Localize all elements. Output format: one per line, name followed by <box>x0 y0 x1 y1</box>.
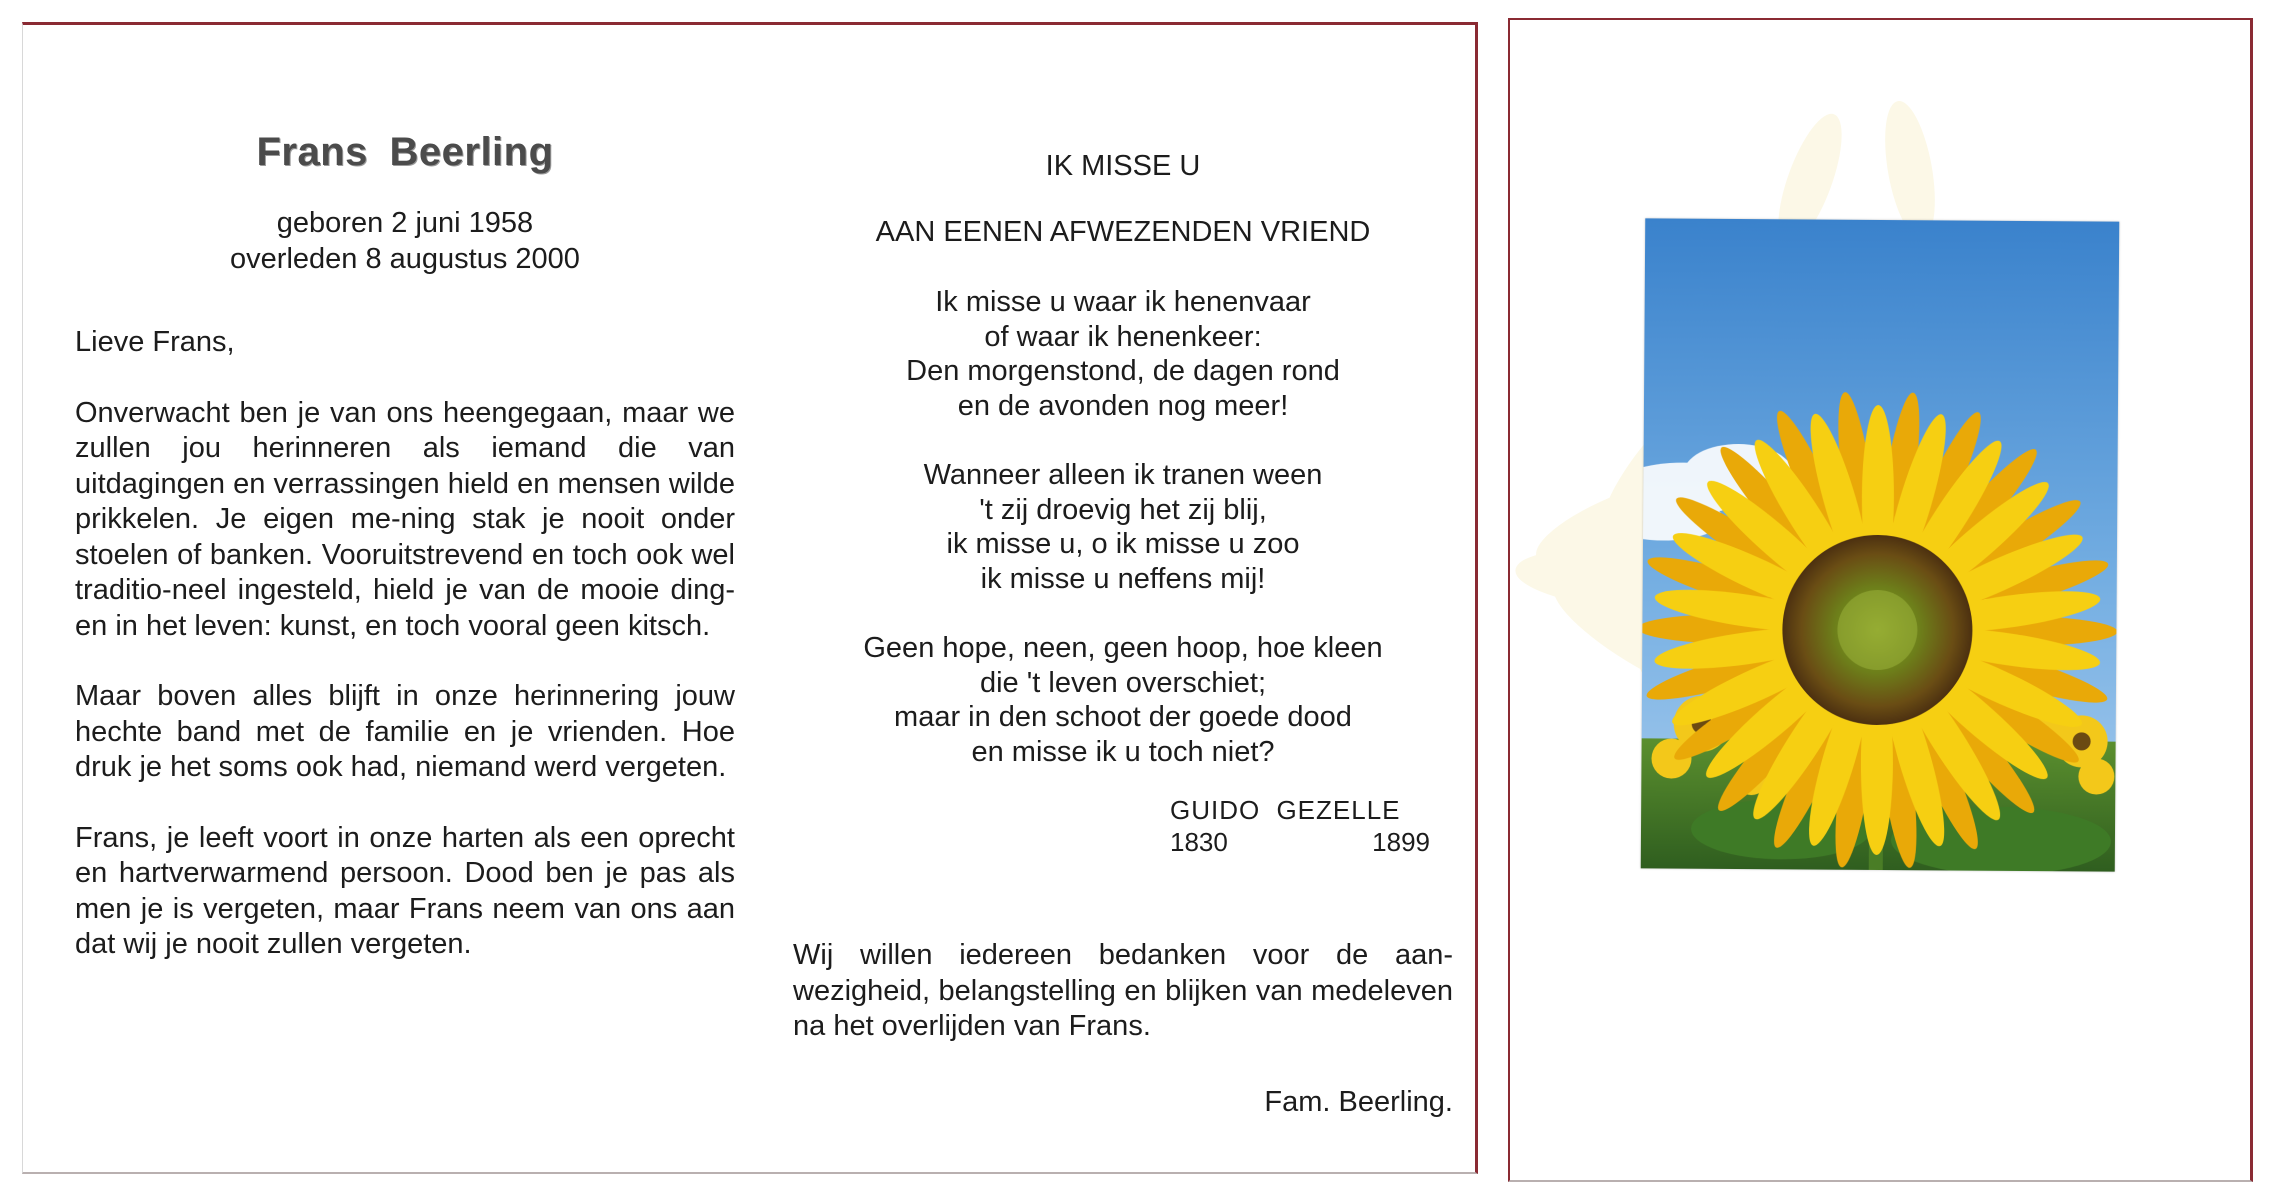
tribute-paragraph: Frans, je leeft voort in onze harten als een oprecht en hartverwarmend persoon. Dood ben je pas als men je is vergeten, maar Frans neem van ons aan dat wij je nooit zullen vergeten. <box>75 821 735 960</box>
poem-stanza <box>793 458 1453 596</box>
tribute-paragraph: Maar boven alles blijft in onze herinnering jouw hechte band met de familie en je vrienden. Hoe druk je het soms ook had, niemand werd vergeten. <box>75 680 735 783</box>
poem-line: ik misse u, o ik misse u zoo <box>946 528 1300 560</box>
poem-line: ik misse u neffens mij! <box>980 562 1266 595</box>
author-years <box>1170 826 1430 858</box>
family-signature: Fam. Beerling. <box>1264 1085 1453 1118</box>
poem-line: of waar ik henenkeer: <box>984 320 1262 353</box>
poem-author <box>1170 794 1430 858</box>
poem-title: IK MISSE U <box>1045 150 1201 182</box>
sunflower-image <box>1641 218 2120 871</box>
poem-stanza <box>793 631 1453 769</box>
birth-date: geboren 2 juni 1958 <box>276 207 534 239</box>
life-dates <box>75 205 735 277</box>
tribute-paragraph: Onverwacht ben je van ons heengegaan, maar we zullen jou herinneren als iemand die van uitdagingen en verrassingen hield en mensen wilde prikkelen. Je eigen me-ning stak je nooit onder stoelen of banken. Vooruitstrevend en toch ook wel traditio-neel ingesteld, hield je van de mooie ding-en in het leven: kunst, en toch vooral geen kitsch. <box>75 396 735 642</box>
deceased-name: Frans Beerling <box>256 130 554 174</box>
sunflower-photo <box>1641 218 2120 871</box>
salutation: Lieve Frans, <box>75 326 235 358</box>
poem-line: Den morgenstond, de dagen rond <box>906 355 1340 387</box>
memorial-card-inner <box>22 22 1478 1174</box>
author-birth-year: 1830 <box>1170 827 1228 857</box>
poem-line: Geen hope, neen, geen hoop, hoe kleen <box>863 632 1383 664</box>
poem-line: 't zij droevig het zij blij, <box>979 493 1267 526</box>
poem-line: Wanneer alleen ik tranen ween <box>923 459 1323 491</box>
author-death-year: 1899 <box>1372 827 1430 857</box>
poem-subtitle: AAN EENEN AFWEZENDEN VRIEND <box>875 216 1371 248</box>
memorial-card-front <box>1508 18 2253 1182</box>
poem-line: en de avonden nog meer! <box>957 389 1289 422</box>
poem-line: maar in den schoot der goede dood <box>894 701 1352 733</box>
left-page <box>75 130 735 998</box>
death-date: overleden 8 augustus 2000 <box>230 243 580 275</box>
right-page <box>793 149 1453 1119</box>
author-name: GUIDO GEZELLE <box>1170 795 1401 825</box>
poem-stanza <box>793 285 1453 423</box>
poem-line: Ik misse u waar ik henenvaar <box>935 286 1311 318</box>
thanks-paragraph: Wij willen iedereen bedanken voor de aan-wezigheid, belangstelling en blijken van medeleven na het overlijden van Frans. <box>793 939 1453 1042</box>
poem-line: die 't leven overschiet; <box>979 666 1267 699</box>
poem-line: en misse ik u toch niet? <box>971 735 1275 768</box>
